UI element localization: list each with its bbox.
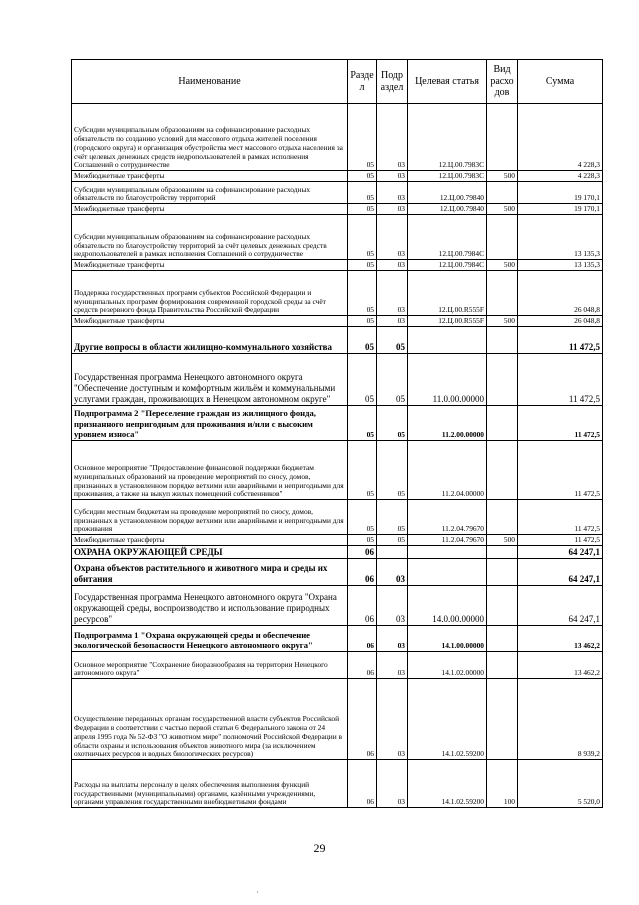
cell-name: Субсидии местным бюджетам на проведение мероприятий по сносу, домов, признанных в установленном порядке ветхими или аварийными и непригодными для проживания xyxy=(72,500,348,535)
cell-subsection: 03 xyxy=(377,679,408,760)
scan-mark: · xyxy=(256,887,259,897)
cell-target: 12.Ц.00.R555F xyxy=(408,316,487,327)
cell-section: 06 xyxy=(348,546,377,559)
cell-sum: 64 247,1 xyxy=(518,546,603,559)
cell-name: Осуществление переданных органам государственной власти субъектов Российской Федерации в соответствии с частью первой статьи 6 Федерального закона от 24 апреля 1995 года № 52-ФЗ "О животном мире" полномочий Российской Федерации в области охраны и использования объектов животного мира (за исключением охотничьих ресурсов и водных биологических ресурсов) xyxy=(72,679,348,760)
cell-sum: 13 135,3 xyxy=(518,215,603,260)
cell-section: 05 xyxy=(348,260,377,271)
cell-subsection: 03 xyxy=(377,316,408,327)
cell-section: 05 xyxy=(348,316,377,327)
cell-section: 06 xyxy=(348,679,377,760)
cell-name: Субсидии муниципальным образованиям на софинансирование расходных обязательств по благоустройству территорий xyxy=(72,182,348,204)
cell-subsection: 03 xyxy=(377,586,408,626)
cell-sum: 11 472,5 xyxy=(518,441,603,500)
cell-section: 05 xyxy=(348,182,377,204)
table-row xyxy=(72,271,603,316)
cell-name: Подпрограмма 2 "Переселение граждан из жилищного фонда, признанного непригодным для проживания и/или с высоким уровнем износа" xyxy=(72,406,348,441)
cell-section: 06 xyxy=(348,760,377,808)
cell-section: 06 xyxy=(348,626,377,652)
table-row xyxy=(72,104,603,171)
cell-type xyxy=(487,500,518,535)
cell-section: 05 xyxy=(348,171,377,182)
table-row xyxy=(72,327,603,354)
cell-sum: 11 472,5 xyxy=(518,500,603,535)
cell-target: 14.1.02.59200 xyxy=(408,760,487,808)
cell-subsection: 03 xyxy=(377,760,408,808)
cell-name: Основное мероприятие "Сохранение биоразнообразия на территории Ненецкого автономного округа" xyxy=(72,652,348,679)
cell-subsection: 03 xyxy=(377,215,408,260)
cell-name: Поддержка государственных программ субъектов Российской Федерации и муниципальных программ формирования современной городской среды за счёт средств резервного фонда Правительства Российской Федерации xyxy=(72,271,348,316)
cell-type xyxy=(487,354,518,406)
table-row xyxy=(72,316,603,327)
cell-section: 05 xyxy=(348,406,377,441)
cell-sum: 4 228,3 xyxy=(518,104,603,171)
cell-type: 500 xyxy=(487,204,518,215)
cell-section: 06 xyxy=(348,652,377,679)
page-number: 29 xyxy=(313,841,326,855)
cell-section: 06 xyxy=(348,559,377,586)
cell-sum: 13 462,2 xyxy=(518,626,603,652)
cell-name: Межбюджетные трансферты xyxy=(72,316,348,327)
table-row xyxy=(72,182,603,204)
cell-target: 11.2.00.00000 xyxy=(408,406,487,441)
cell-type: 100 xyxy=(487,760,518,808)
cell-target: 14.1.00.00000 xyxy=(408,626,487,652)
cell-target: 12.Ц.00.7984С xyxy=(408,260,487,271)
col-header-sum: Сумма xyxy=(518,60,603,104)
cell-name: Государственная программа Ненецкого автономного округа "Охрана окружающей среды, воспроизводство и использование природных ресурсов" xyxy=(72,586,348,626)
cell-target: 14.1.02.59200 xyxy=(408,679,487,760)
cell-sum: 13 135,3 xyxy=(518,260,603,271)
table-row xyxy=(72,679,603,760)
cell-sum: 64 247,1 xyxy=(518,586,603,626)
cell-subsection: 03 xyxy=(377,271,408,316)
cell-type xyxy=(487,215,518,260)
cell-name: Межбюджетные трансферты xyxy=(72,204,348,215)
cell-section: 05 xyxy=(348,204,377,215)
cell-section: 05 xyxy=(348,441,377,500)
table-body xyxy=(72,104,603,808)
table-row xyxy=(72,215,603,260)
cell-name: Расходы на выплаты персоналу в целях обеспечения выполнения функций государственными (муниципальными) органами, казёнными учреждениями, органами управления государственными внебюджетными фондами xyxy=(72,760,348,808)
cell-section: 05 xyxy=(348,354,377,406)
cell-sum: 5 520,0 xyxy=(518,760,603,808)
col-header-type: Вид расхо дов xyxy=(487,60,518,104)
table-row xyxy=(72,441,603,500)
cell-subsection xyxy=(377,546,408,559)
cell-target: 12.Ц.00.7983С xyxy=(408,171,487,182)
cell-subsection: 03 xyxy=(377,652,408,679)
cell-type: 500 xyxy=(487,260,518,271)
cell-target: 12.Ц.00.R555F xyxy=(408,271,487,316)
cell-subsection: 05 xyxy=(377,535,408,546)
cell-type xyxy=(487,559,518,586)
col-header-target: Целевая статья xyxy=(408,60,487,104)
cell-target: 14.1.02.00000 xyxy=(408,652,487,679)
cell-subsection: 03 xyxy=(377,104,408,171)
table-row xyxy=(72,626,603,652)
table-row xyxy=(72,586,603,626)
cell-sum: 26 048,8 xyxy=(518,271,603,316)
cell-name: Другие вопросы в области жилищно-коммунального хозяйства xyxy=(72,327,348,354)
table-row xyxy=(72,546,603,559)
cell-section: 05 xyxy=(348,271,377,316)
cell-type xyxy=(487,679,518,760)
cell-subsection: 03 xyxy=(377,204,408,215)
cell-target: 12.Ц.00.79840 xyxy=(408,182,487,204)
cell-section: 05 xyxy=(348,104,377,171)
cell-name: Субсидии муниципальным образованиям на софинансирование расходных обязательств по созданию условий для массового отдыха жителей поселения (городского округа) и организация обустройства мест массового отдыха населения за счёт целевых денежных средств недропользователей в рамках исполнения Соглашений о сотрудничестве xyxy=(72,104,348,171)
table-row xyxy=(72,652,603,679)
table-row xyxy=(72,354,603,406)
cell-sum: 11 472,5 xyxy=(518,354,603,406)
cell-type: 500 xyxy=(487,171,518,182)
budget-table xyxy=(71,59,603,808)
cell-sum: 19 170,1 xyxy=(518,204,603,215)
cell-target xyxy=(408,546,487,559)
cell-sum: 4 228,3 xyxy=(518,171,603,182)
cell-sum: 13 462,2 xyxy=(518,652,603,679)
cell-sum: 26 048,8 xyxy=(518,316,603,327)
cell-subsection: 03 xyxy=(377,260,408,271)
cell-type xyxy=(487,406,518,441)
cell-name: ОХРАНА ОКРУЖАЮЩЕЙ СРЕДЫ xyxy=(72,546,348,559)
cell-target: 11.2.04.79670 xyxy=(408,535,487,546)
cell-target: 14.0.00.00000 xyxy=(408,586,487,626)
cell-name: Основное мероприятие "Предоставление финансовой поддержки бюджетам муниципальных образований на проведение мероприятий по сносу, домов, признанных в установленном порядке ветхими или аварийными и непригодными для проживания, а также на выкуп жилых помещений собственников" xyxy=(72,441,348,500)
cell-type xyxy=(487,104,518,171)
cell-sum: 8 939,2 xyxy=(518,679,603,760)
cell-type xyxy=(487,586,518,626)
cell-subsection: 05 xyxy=(377,441,408,500)
cell-subsection: 03 xyxy=(377,171,408,182)
col-header-section: Разде л xyxy=(348,60,377,104)
cell-section: 05 xyxy=(348,535,377,546)
table-row xyxy=(72,171,603,182)
cell-subsection: 03 xyxy=(377,182,408,204)
table-row xyxy=(72,760,603,808)
cell-subsection: 05 xyxy=(377,500,408,535)
table-row xyxy=(72,559,603,586)
cell-subsection: 05 xyxy=(377,406,408,441)
cell-subsection: 05 xyxy=(377,354,408,406)
cell-target: 11.2.04.79670 xyxy=(408,500,487,535)
cell-sum: 11 472,5 xyxy=(518,327,603,354)
cell-name: Межбюджетные трансферты xyxy=(72,260,348,271)
cell-sum: 11 472,5 xyxy=(518,406,603,441)
table-header-row xyxy=(72,60,603,104)
cell-name: Государственная программа Ненецкого автономного округа "Обеспечение доступным и комфортным жильём и коммунальными услугами граждан, проживающих в Ненецком автономном округе" xyxy=(72,354,348,406)
cell-subsection: 03 xyxy=(377,559,408,586)
cell-type xyxy=(487,271,518,316)
cell-type xyxy=(487,546,518,559)
cell-type xyxy=(487,182,518,204)
table-row xyxy=(72,406,603,441)
cell-name: Подпрограмма 1 "Охрана окружающей среды и обеспечение экологической безопасности Ненецкого автономного округа" xyxy=(72,626,348,652)
cell-section: 06 xyxy=(348,586,377,626)
cell-subsection: 03 xyxy=(377,626,408,652)
col-header-name: Наименование xyxy=(72,60,348,104)
cell-sum: 64 247,1 xyxy=(518,559,603,586)
cell-name: Межбюджетные трансферты xyxy=(72,171,348,182)
table-row xyxy=(72,535,603,546)
table-row xyxy=(72,204,603,215)
cell-type xyxy=(487,626,518,652)
cell-section: 05 xyxy=(348,327,377,354)
cell-target: 12.Ц.00.7984С xyxy=(408,215,487,260)
cell-name: Субсидии муниципальным образованиям на софинансирование расходных обязательств по благоустройству территорий за счёт целевых денежных средств недропользователей в рамках исполнения Соглашений о сотрудничестве xyxy=(72,215,348,260)
cell-target: 12.Ц.00.79840 xyxy=(408,204,487,215)
cell-section: 05 xyxy=(348,215,377,260)
cell-target: 12.Ц.00.7983С xyxy=(408,104,487,171)
cell-sum: 11 472,5 xyxy=(518,535,603,546)
col-header-subsection: Подр аздел xyxy=(377,60,408,104)
cell-type xyxy=(487,441,518,500)
cell-target xyxy=(408,327,487,354)
cell-name: Охрана объектов растительного и животного мира и среды их обитания xyxy=(72,559,348,586)
table-row xyxy=(72,260,603,271)
cell-name: Межбюджетные трансферты xyxy=(72,535,348,546)
cell-section: 05 xyxy=(348,500,377,535)
table-row xyxy=(72,500,603,535)
cell-type xyxy=(487,652,518,679)
cell-target xyxy=(408,559,487,586)
cell-type: 500 xyxy=(487,535,518,546)
cell-target: 11.0.00.00000 xyxy=(408,354,487,406)
cell-type: 500 xyxy=(487,316,518,327)
cell-sum: 19 170,1 xyxy=(518,182,603,204)
cell-type xyxy=(487,327,518,354)
cell-target: 11.2.04.00000 xyxy=(408,441,487,500)
cell-subsection: 05 xyxy=(377,327,408,354)
